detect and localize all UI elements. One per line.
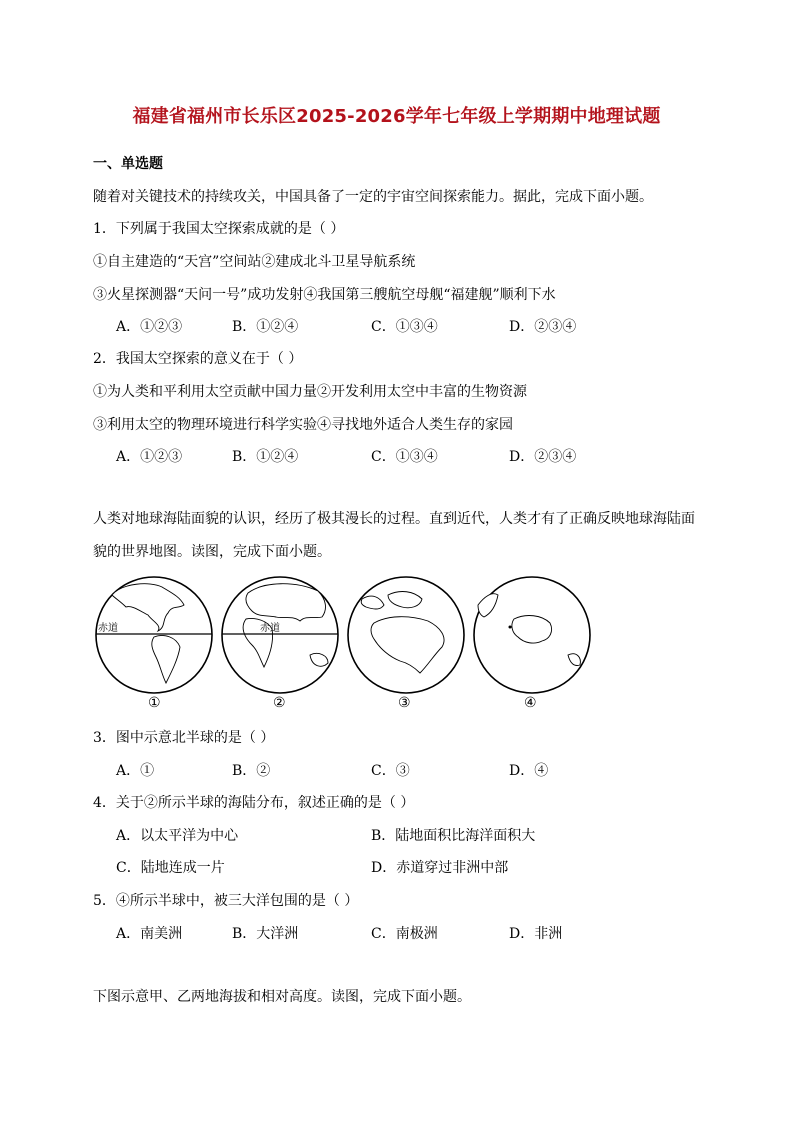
q1-stem: 1．下列属于我国太空探索成就的是（ ）	[93, 221, 345, 237]
q1-option-d[interactable]: D．②③④	[509, 319, 577, 335]
globe-2-eastern-hemisphere	[218, 575, 342, 695]
q2-option-a[interactable]: A．①②③	[116, 449, 183, 465]
q2-option-c[interactable]: C．①③④	[371, 449, 438, 465]
globe-3-land-hemisphere	[344, 575, 468, 695]
q4-option-d[interactable]: D．赤道穿过非洲中部	[371, 860, 509, 876]
q5-option-d[interactable]: D．非洲	[509, 926, 563, 942]
q1-option-c[interactable]: C．①③④	[371, 319, 438, 335]
q3-option-a[interactable]: A．①	[116, 763, 155, 779]
section-heading: 一、单选题	[93, 156, 163, 172]
globe-2-equator-label: 赤道	[260, 623, 280, 634]
q3-option-d[interactable]: D．④	[509, 763, 549, 779]
globe-label-1: ①	[148, 695, 161, 711]
q4-stem: 4．关于②所示半球的海陆分布，叙述正确的是（ ）	[93, 795, 415, 811]
q1-option-b[interactable]: B．①②④	[232, 319, 299, 335]
globe-label-3: ③	[398, 695, 411, 711]
q1-option-a[interactable]: A．①②③	[116, 319, 183, 335]
q5-option-a[interactable]: A．南美洲	[116, 926, 183, 942]
q5-option-c[interactable]: C．南极洲	[371, 926, 438, 942]
globe-1-western-hemisphere	[92, 575, 216, 695]
group1-intro: 随着对关键技术的持续攻关，中国具备了一定的宇宙空间探索能力。据此，完成下面小题。	[93, 189, 653, 205]
q2-statements-2: ③利用太空的物理环境进行科学实验④寻找地外适合人类生存的家园	[93, 417, 513, 433]
q2-stem: 2．我国太空探索的意义在于（ ）	[93, 351, 303, 367]
q4-option-b[interactable]: B．陆地面积比海洋面积大	[371, 828, 536, 844]
group2-intro-line2: 貌的世界地图。读图，完成下面小题。	[93, 544, 331, 560]
globe-label-4: ④	[524, 695, 537, 711]
globe-1-equator-label: 赤道	[98, 623, 118, 634]
q3-stem: 3．图中示意北半球的是（ ）	[93, 730, 275, 746]
q2-option-d[interactable]: D．②③④	[509, 449, 577, 465]
q1-statements-1: ①自主建造的“天宫”空间站②建成北斗卫星导航系统	[93, 254, 416, 270]
q2-statements-1: ①为人类和平利用太空贡献中国力量②开发利用太空中丰富的生物资源	[93, 384, 527, 400]
q5-stem: 5．④所示半球中，被三大洋包围的是（ ）	[93, 893, 359, 909]
globe-4-southern-hemisphere	[470, 575, 594, 695]
q3-option-c[interactable]: C．③	[371, 763, 410, 779]
q4-option-c[interactable]: C．陆地连成一片	[116, 860, 225, 876]
q2-option-b[interactable]: B．①②④	[232, 449, 299, 465]
q4-option-a[interactable]: A．以太平洋为中心	[116, 828, 239, 844]
q5-option-b[interactable]: B．大洋洲	[232, 926, 299, 942]
q3-option-b[interactable]: B．②	[232, 763, 271, 779]
group2-intro-line1: 人类对地球海陆面貌的认识，经历了极其漫长的过程。直到近代，人类才有了正确反映地球海陆面	[93, 511, 695, 527]
q1-statements-2: ③火星探测器“天问一号”成功发射④我国第三艘航空母舰“福建舰”顺利下水	[93, 287, 556, 303]
globe-label-2: ②	[273, 695, 286, 711]
exam-title: 福建省福州市长乐区2025-2026学年七年级上学期期中地理试题	[132, 106, 661, 127]
group3-intro: 下图示意甲、乙两地海拔和相对高度。读图，完成下面小题。	[93, 989, 471, 1005]
